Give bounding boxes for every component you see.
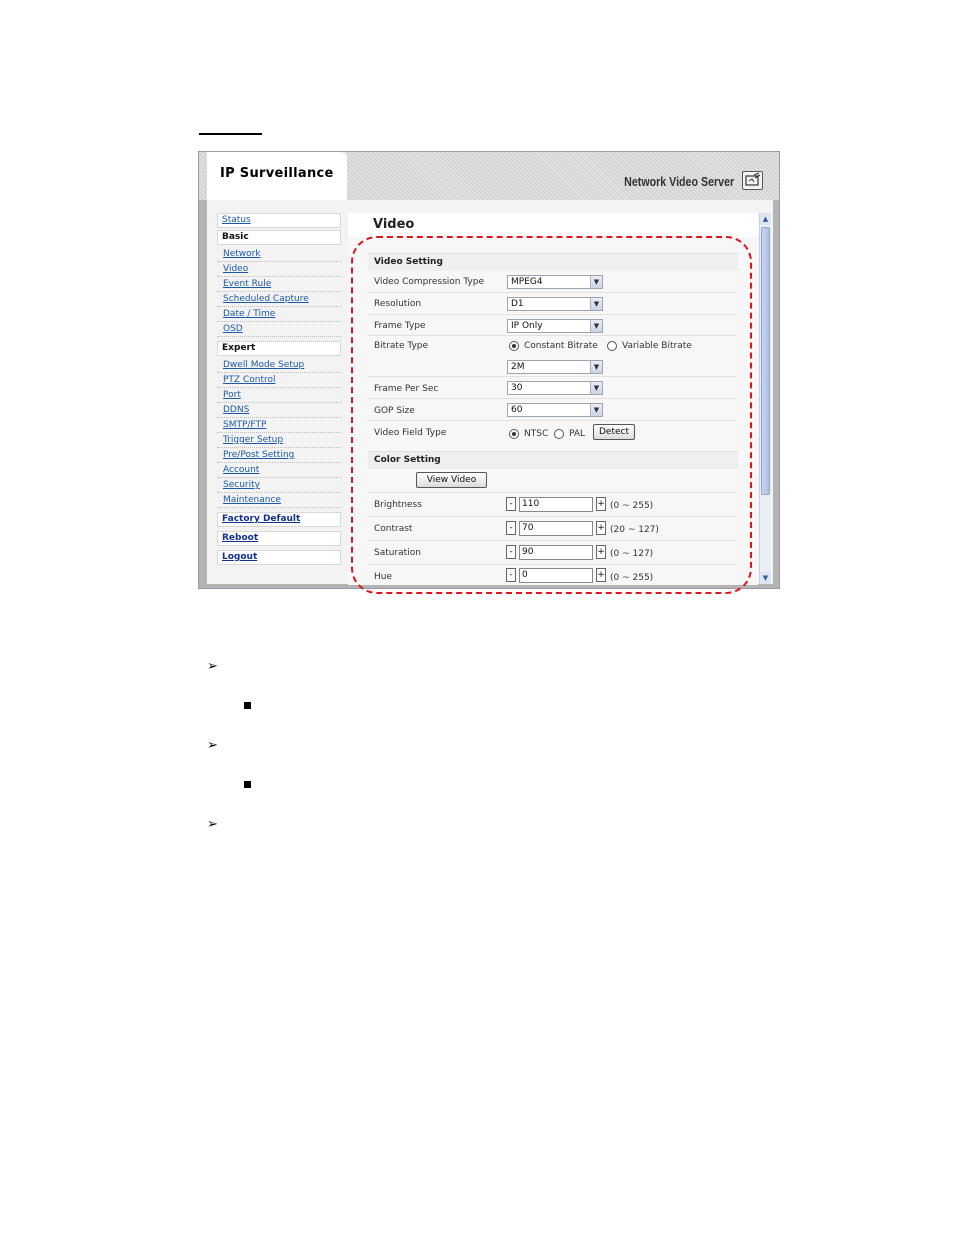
hue-range: (0 ~ 255) [610, 573, 654, 583]
highlight-annotation [351, 236, 752, 594]
field-pal-label: PAL [569, 429, 586, 439]
bitrate-constant-label: Constant Bitrate [524, 341, 598, 351]
sidebar-item-osd[interactable]: OSD [217, 322, 341, 337]
sidebar-item-ptz-control[interactable]: PTZ Control [217, 373, 341, 388]
sidebar-item-factory-default[interactable]: Factory Default [217, 512, 341, 527]
sidebar-item-maintenance[interactable]: Maintenance [217, 493, 341, 508]
chevron-down-icon: ▼ [590, 404, 602, 416]
hue-increase-button[interactable]: + [597, 570, 605, 580]
detect-button[interactable]: Detect [593, 424, 635, 440]
hue-input[interactable]: 0 [519, 568, 593, 583]
saturation-label: Saturation [374, 548, 421, 558]
sidebar-item-network[interactable]: Network [217, 247, 341, 262]
video-setting-header: Video Setting [368, 253, 738, 271]
brightness-input[interactable]: 110 [519, 497, 593, 512]
chevron-down-icon: ▼ [590, 276, 602, 288]
sidebar-item-security[interactable]: Security [217, 478, 341, 493]
sidebar-nav [217, 213, 341, 567]
app-title: IP Surveillance [220, 166, 334, 181]
scroll-down-icon[interactable]: ▼ [760, 572, 771, 584]
chevron-down-icon: ▼ [590, 320, 602, 332]
brightness-decrease-button[interactable]: - [506, 497, 516, 511]
bitrate-label: Bitrate Type [374, 341, 429, 351]
scroll-up-icon[interactable]: ▲ [760, 213, 771, 225]
header-bar [199, 152, 779, 200]
bullet-square-icon [244, 702, 251, 709]
sidebar-item-dwell-mode[interactable]: Dwell Mode Setup [217, 358, 341, 373]
vertical-scrollbar[interactable] [759, 213, 771, 584]
contrast-decrease-button[interactable]: - [506, 521, 516, 535]
bullet-arrow-icon: ➢ [207, 817, 218, 832]
bitrate-value: 2M [511, 362, 525, 372]
sidebar-item-pre-post[interactable]: Pre/Post Setting [217, 448, 341, 463]
config-icon[interactable] [742, 171, 763, 190]
sidebar-item-reboot[interactable]: Reboot [217, 531, 341, 546]
compression-label: Video Compression Type [374, 277, 485, 287]
hue-decrease-button[interactable]: - [506, 568, 516, 582]
contrast-label: Contrast [374, 524, 413, 534]
bitrate-variable-label: Variable Bitrate [622, 341, 692, 351]
hue-label: Hue [374, 572, 393, 582]
chevron-down-icon: ▼ [590, 298, 602, 310]
bullet-arrow-icon: ➢ [207, 738, 218, 753]
gop-value: 60 [511, 405, 523, 415]
page-title: Video [373, 217, 415, 232]
saturation-decrease-button[interactable]: - [506, 545, 516, 559]
sidebar-item-scheduled-capture[interactable]: Scheduled Capture [217, 292, 341, 307]
gop-label: GOP Size [374, 406, 415, 416]
saturation-increase-button[interactable]: + [597, 547, 605, 557]
resolution-label: Resolution [374, 299, 422, 309]
sidebar-item-date-time[interactable]: Date / Time [217, 307, 341, 322]
frame-type-value: IP Only [511, 321, 543, 331]
saturation-range: (0 ~ 127) [610, 549, 654, 559]
view-video-button[interactable]: View Video [416, 472, 487, 488]
frame-type-label: Frame Type [374, 321, 426, 331]
sidebar-item-video[interactable]: Video [217, 262, 341, 277]
sidebar-item-logout[interactable]: Logout [217, 550, 341, 565]
sidebar-item-trigger-setup[interactable]: Trigger Setup [217, 433, 341, 448]
brightness-increase-button[interactable]: + [597, 499, 605, 509]
scrollbar-thumb[interactable] [761, 227, 770, 495]
fps-value: 30 [511, 383, 523, 393]
sidebar-item-event-rule[interactable]: Event Rule [217, 277, 341, 292]
brightness-range: (0 ~ 255) [610, 501, 654, 511]
product-title: Network Video Server [623, 174, 734, 189]
sidebar-item-ddns[interactable]: DDNS [217, 403, 341, 418]
field-ntsc-label: NTSC [524, 429, 549, 439]
contrast-increase-button[interactable]: + [597, 523, 605, 533]
contrast-range: (20 ~ 127) [610, 525, 659, 535]
contrast-input[interactable]: 70 [519, 521, 593, 536]
brightness-label: Brightness [374, 500, 422, 510]
bullet-square-icon [244, 781, 251, 788]
sidebar-item-account[interactable]: Account [217, 463, 341, 478]
sidebar-group-basic: Basic [217, 230, 341, 245]
section-heading-underline [199, 133, 262, 135]
compression-value: MPEG4 [511, 277, 543, 287]
resolution-value: D1 [511, 299, 524, 309]
page-title-tab [348, 213, 444, 237]
sidebar-group-expert: Expert [217, 341, 341, 356]
color-setting-header: Color Setting [368, 451, 738, 469]
chevron-down-icon: ▼ [590, 361, 602, 373]
sidebar-item-port[interactable]: Port [217, 388, 341, 403]
bullet-arrow-icon: ➢ [207, 659, 218, 674]
field-type-label: Video Field Type [374, 428, 447, 438]
fps-label: Frame Per Sec [374, 384, 439, 394]
sidebar-item-smtp-ftp[interactable]: SMTP/FTP [217, 418, 341, 433]
saturation-input[interactable]: 90 [519, 545, 593, 560]
chevron-down-icon: ▼ [590, 382, 602, 394]
app-title-tab [207, 152, 347, 200]
sidebar-item-status[interactable]: Status [217, 213, 341, 228]
config-icon-svg [743, 172, 762, 189]
